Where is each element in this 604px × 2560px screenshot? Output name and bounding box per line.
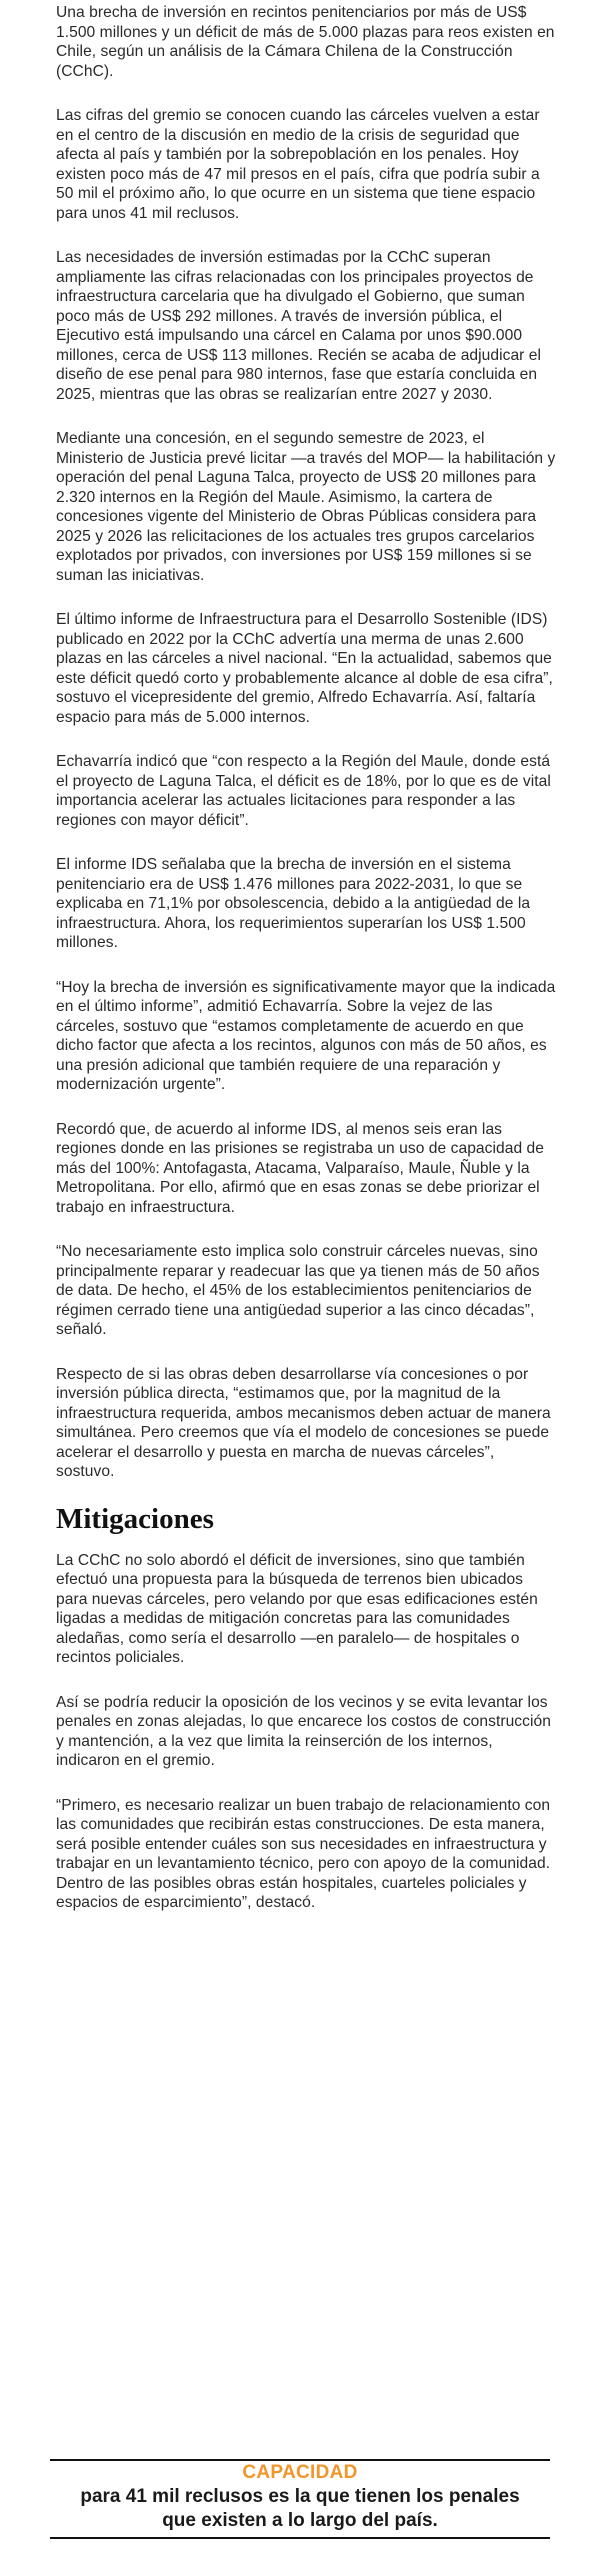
pull-quote-label: CAPACIDAD xyxy=(242,2462,358,2483)
paragraph-12: La CChC no solo abordó el déficit de inversiones, sino que también efectuó una propuesta para la búsqueda de terrenos bien ubicados para nuevas cárceles, pero velando por que esas edificaciones estén ligadas a medidas de mitigación concretas para las comunidades aledañas, como sería el desarrollo —en paralelo— de hospitales o recintos policiales. xyxy=(56,1551,538,1666)
article-body xyxy=(56,0,556,1938)
pull-quote-text: para 41 mil reclusos es la que tienen los penales que existen a lo largo del país. xyxy=(80,2486,520,2531)
paragraph-13: Así se podría reducir la oposición de los vecinos y se evita levantar los penales en zonas alejadas, lo que encarece los costos de construcción y mantención, a la vez que limita la reinserción de los internos, indicaron en el gremio. xyxy=(56,1693,551,1769)
paragraph-10: “No necesariamente esto implica solo construir cárceles nuevas, sino principalmente reparar y readecuar las que ya tienen más de 50 años de data. De hecho, el 45% de los establecimientos penitenciarios de régimen cerrado tiene una antigüedad superior a las cinco décadas”, señaló. xyxy=(56,1243,540,1338)
paragraph-3: Las necesidades de inversión estimadas por la CChC superan ampliamente las cifras relacionadas con los principales proyectos de infraestructura carcelaria que ha divulgado el Gobierno, que suman poco más de US$ 292 millones. A través de inversión pública, el Ejecutivo está impulsando una cárcel en Calama por unos $90.000 millones, cerca de US$ 113 millones. Recién se acaba de adjudicar el diseño de ese penal para 980 internos, fase que estaría concluida en 2025, mientras que las obras se realizarían entre 2027 y 2030. xyxy=(56,249,542,403)
paragraph-5: El último informe de Infraestructura para el Desarrollo Sostenible (IDS) publicado en 2022 por la CChC advertía una merma de unas 2.600 plazas en las cárceles a nivel nacional. “En la actualidad, sabemos que este déficit quedó corto y probablemente alcance al doble de esa cifra”, sostuvo el vicepresidente del gremio, Alfredo Echavarría. Así, faltaría espacio para más de 5.000 internos. xyxy=(56,611,553,726)
paragraph-7: El informe IDS señalaba que la brecha de inversión en el sistema penitenciario era de US$ 1.476 millones para 2022-2031, lo que se explicaba en 71,1% por obsolescencia, debido a la antigüedad de la infraestructura. Ahora, los requerimientos superarían los US$ 1.500 millones. xyxy=(56,856,531,951)
paragraph-8: “Hoy la brecha de inversión es significativamente mayor que la indicada en el último informe”, admitió Echavarría. Sobre la vejez de las cárceles, sostuvo que “estamos completamente de acuerdo en que dicho factor que afecta a los recintos, algunos con más de 50 años, es una presión adicional que también requiere de una reparación y modernización urgente”. xyxy=(56,978,556,1093)
section-title-mitigaciones: Mitigaciones xyxy=(56,1502,214,1535)
paragraph-6: Echavarría indicó que “con respecto a la Región del Maule, donde está el proyecto de Laguna Talca, el déficit es de 18%, por lo que es de vital importancia acelerar las actuales licitaciones para responder a las regiones con mayor déficit”. xyxy=(56,753,551,829)
paragraph-14: “Primero, es necesario realizar un buen trabajo de relacionamiento con las comunidades que recibirán estas construcciones. De esta manera, será posible entender cuáles son sus necesidades en infraestructura y trabajar en un levantamiento técnico, pero con apoyo de la comunidad. Dentro de las posibles obras están hospitales, cuarteles policiales y espacios de esparcimiento”, destacó. xyxy=(56,1796,551,1911)
paragraph-1: Una brecha de inversión en recintos penitenciarios por más de US$ 1.500 millones y un déficit de más de 5.000 plazas para reos existen en Chile, según un análisis de la Cámara Chilena de la Construcción (CChC). xyxy=(56,4,555,80)
paragraph-11: Respecto de si las obras deben desarrollarse vía concesiones o por inversión pública directa, “estimamos que, por la magnitud de la infraestructura requerida, ambos mecanismos deben actuar de manera simultánea. Pero creemos que vía el modelo de concesiones se puede acelerar el desarrollo y puesta en marcha de nuevas cárceles”, sostuvo. xyxy=(56,1365,551,1480)
paragraph-9: Recordó que, de acuerdo al informe IDS, al menos seis eran las regiones donde en las prisiones se registraba un uso de capacidad de más del 100%: Antofagasta, Atacama, Valparaíso, Maule, Ñuble y la Metropolitana. Por ello, afirmó que en esas zonas se debe priorizar el trabajo en infraestructura. xyxy=(56,1120,545,1216)
pull-quote-box xyxy=(50,2459,550,2539)
paragraph-2: Las cifras del gremio se conocen cuando las cárceles vuelven a estar en el centro de la discusión en medio de la crisis de seguridad que afecta al país y también por la sobrepoblación en los penales. Hoy existen poco más de 47 mil presos en el país, cifra que podría subir a 50 mil el próximo año, lo que ocurre en un sistema que tiene espacio para unos 41 mil reclusos. xyxy=(56,107,540,222)
paragraph-4: Mediante una concesión, en el segundo semestre de 2023, el Ministerio de Justicia prevé licitar —a través del MOP— la habilitación y operación del penal Laguna Talca, proyecto de US$ 20 millones para 2.320 internos en la Región del Maule. Asimismo, la cartera de concesiones vigente del Ministerio de Obras Públicas considera para 2025 y 2026 las relicitaciones de los actuales tres grupos carcelarios explotados por privados, con inversiones por US$ 159 millones si se suman las iniciativas. xyxy=(56,430,556,584)
